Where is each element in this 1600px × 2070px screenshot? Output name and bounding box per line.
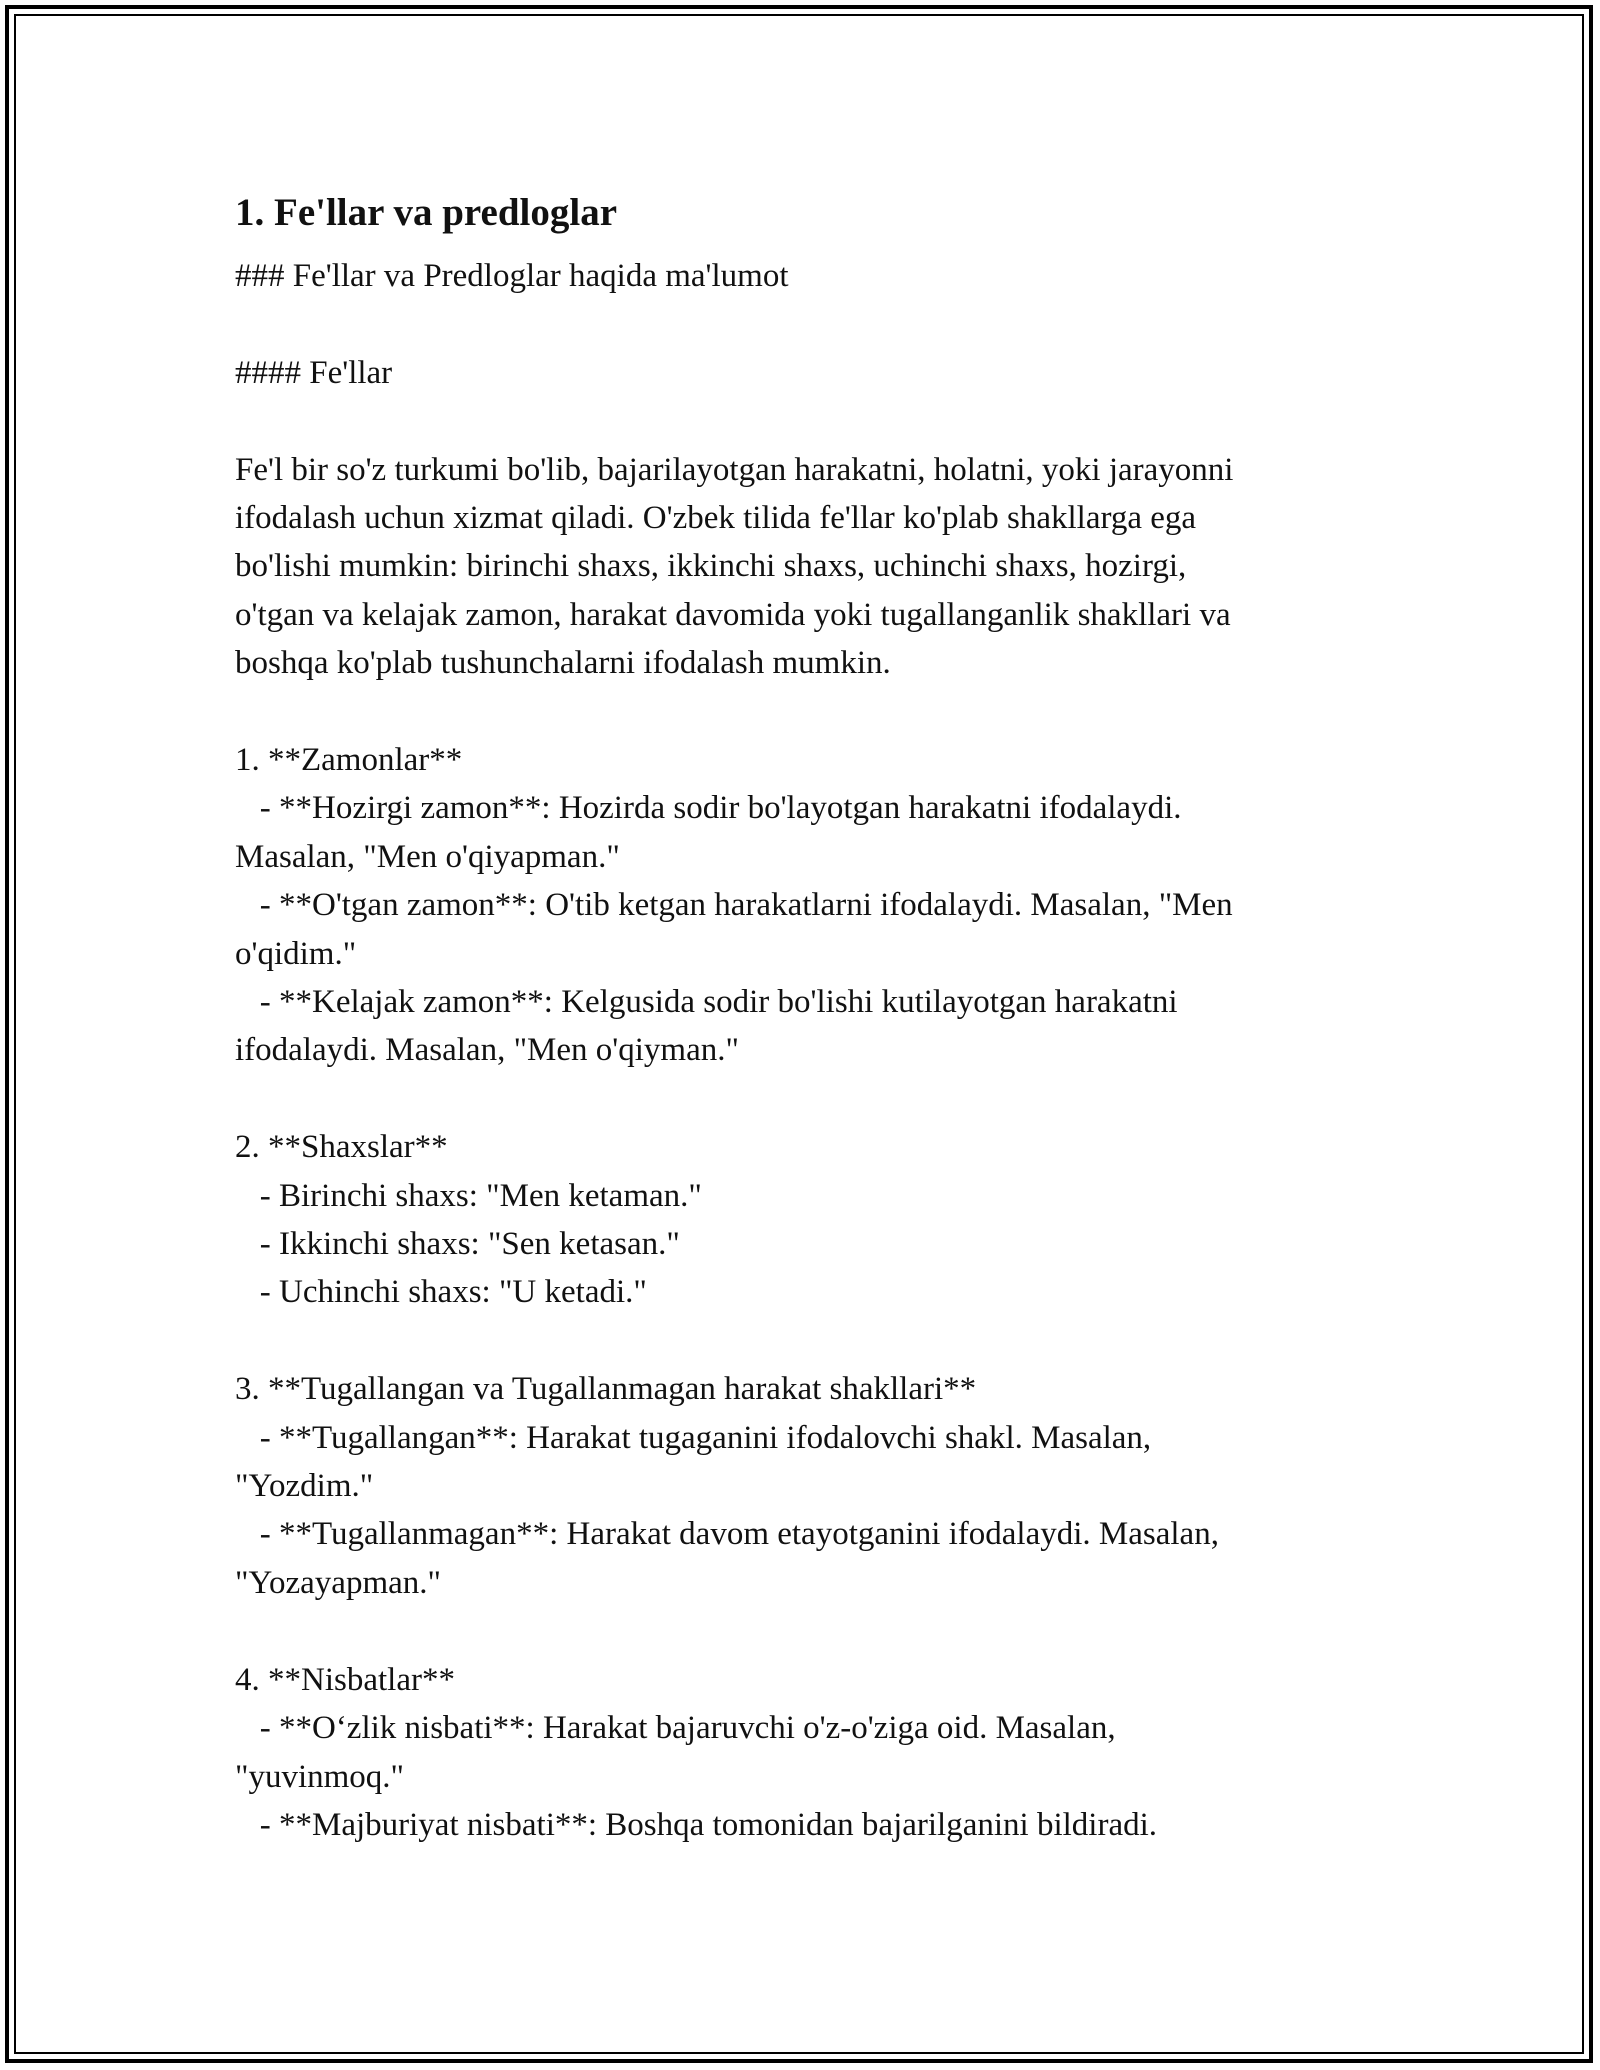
text-line: ifodalaydi. Masalan, "Men o'qiyman." — [235, 1032, 739, 1069]
text-line: "Yozdim." — [235, 1468, 374, 1505]
text-line: - Ikkinchi shaxs: "Sen ketasan." — [235, 1226, 680, 1263]
text-line: Masalan, "Men o'qiyapman." — [235, 838, 620, 875]
text-line: boshqa ko'plab tushunchalarni ifodalash mumkin. — [235, 645, 891, 682]
text-line: - **Majburiyat nisbati**: Boshqa tomonidan bajarilganini bildiradi. — [235, 1806, 1158, 1843]
document-text — [235, 252, 1365, 1849]
text-line: Fe'l bir so'z turkumi bo'lib, bajarilayotgan harakatni, holatni, yoki jarayonni — [235, 451, 1234, 488]
text-line: o'qidim." — [235, 935, 357, 972]
text-line: - **Kelajak zamon**: Kelgusida sodir bo'lishi kutilayotgan harakatni — [235, 984, 1178, 1021]
blank-line — [235, 300, 1365, 348]
text-line: - **Hozirgi zamon**: Hozirda sodir bo'layotgan harakatni ifodalaydi. — [235, 790, 1182, 827]
text-line: - Birinchi shaxs: "Men ketaman." — [235, 1177, 702, 1214]
text-line: - **O'tgan zamon**: O'tib ketgan harakatlarni ifodalaydi. Masalan, "Men — [235, 887, 1233, 924]
text-line: "yuvinmoq." — [235, 1758, 405, 1795]
text-line: ifodalash uchun xizmat qiladi. O'zbek tilida fe'llar ko'plab shakllarga ega — [235, 500, 1197, 536]
blank-line — [235, 1607, 1365, 1655]
text-line: o'tgan va kelajak zamon, harakat davomida yoki tugallanganlik shakllari va — [235, 596, 1231, 633]
text-line: ### Fe'llar va Predloglar haqida ma'lumot — [235, 258, 789, 294]
text-line: 2. **Shaxslar** — [235, 1129, 448, 1166]
document-body — [235, 178, 1365, 1849]
text-line: "Yozayapman." — [235, 1564, 441, 1601]
blank-line — [235, 688, 1365, 736]
text-line: 3. **Tugallangan va Tugallanmagan harakat shakllari** — [235, 1371, 977, 1408]
document-title: 1. Fe'llar va predloglar — [235, 191, 618, 234]
text-line: 4. **Nisbatlar** — [235, 1661, 455, 1698]
text-line: - **Tugallangan**: Harakat tugaganini ifodalovchi shakl. Masalan, — [235, 1419, 1152, 1456]
text-line: - **O‘zlik nisbati**: Harakat bajaruvchi o'z-o'ziga oid. Masalan, — [235, 1710, 1116, 1747]
text-line: 1. **Zamonlar** — [235, 742, 463, 779]
text-line: #### Fe'llar — [235, 354, 393, 391]
blank-line — [235, 397, 1365, 445]
text-line: - Uchinchi shaxs: "U ketadi." — [235, 1274, 647, 1311]
blank-line — [235, 1075, 1365, 1123]
text-line: - **Tugallanmagan**: Harakat davom etayotganini ifodalaydi. Masalan, — [235, 1516, 1219, 1553]
blank-line — [235, 1317, 1365, 1365]
text-line: bo'lishi mumkin: birinchi shaxs, ikkinchi shaxs, uchinchi shaxs, hozirgi, — [235, 548, 1187, 585]
